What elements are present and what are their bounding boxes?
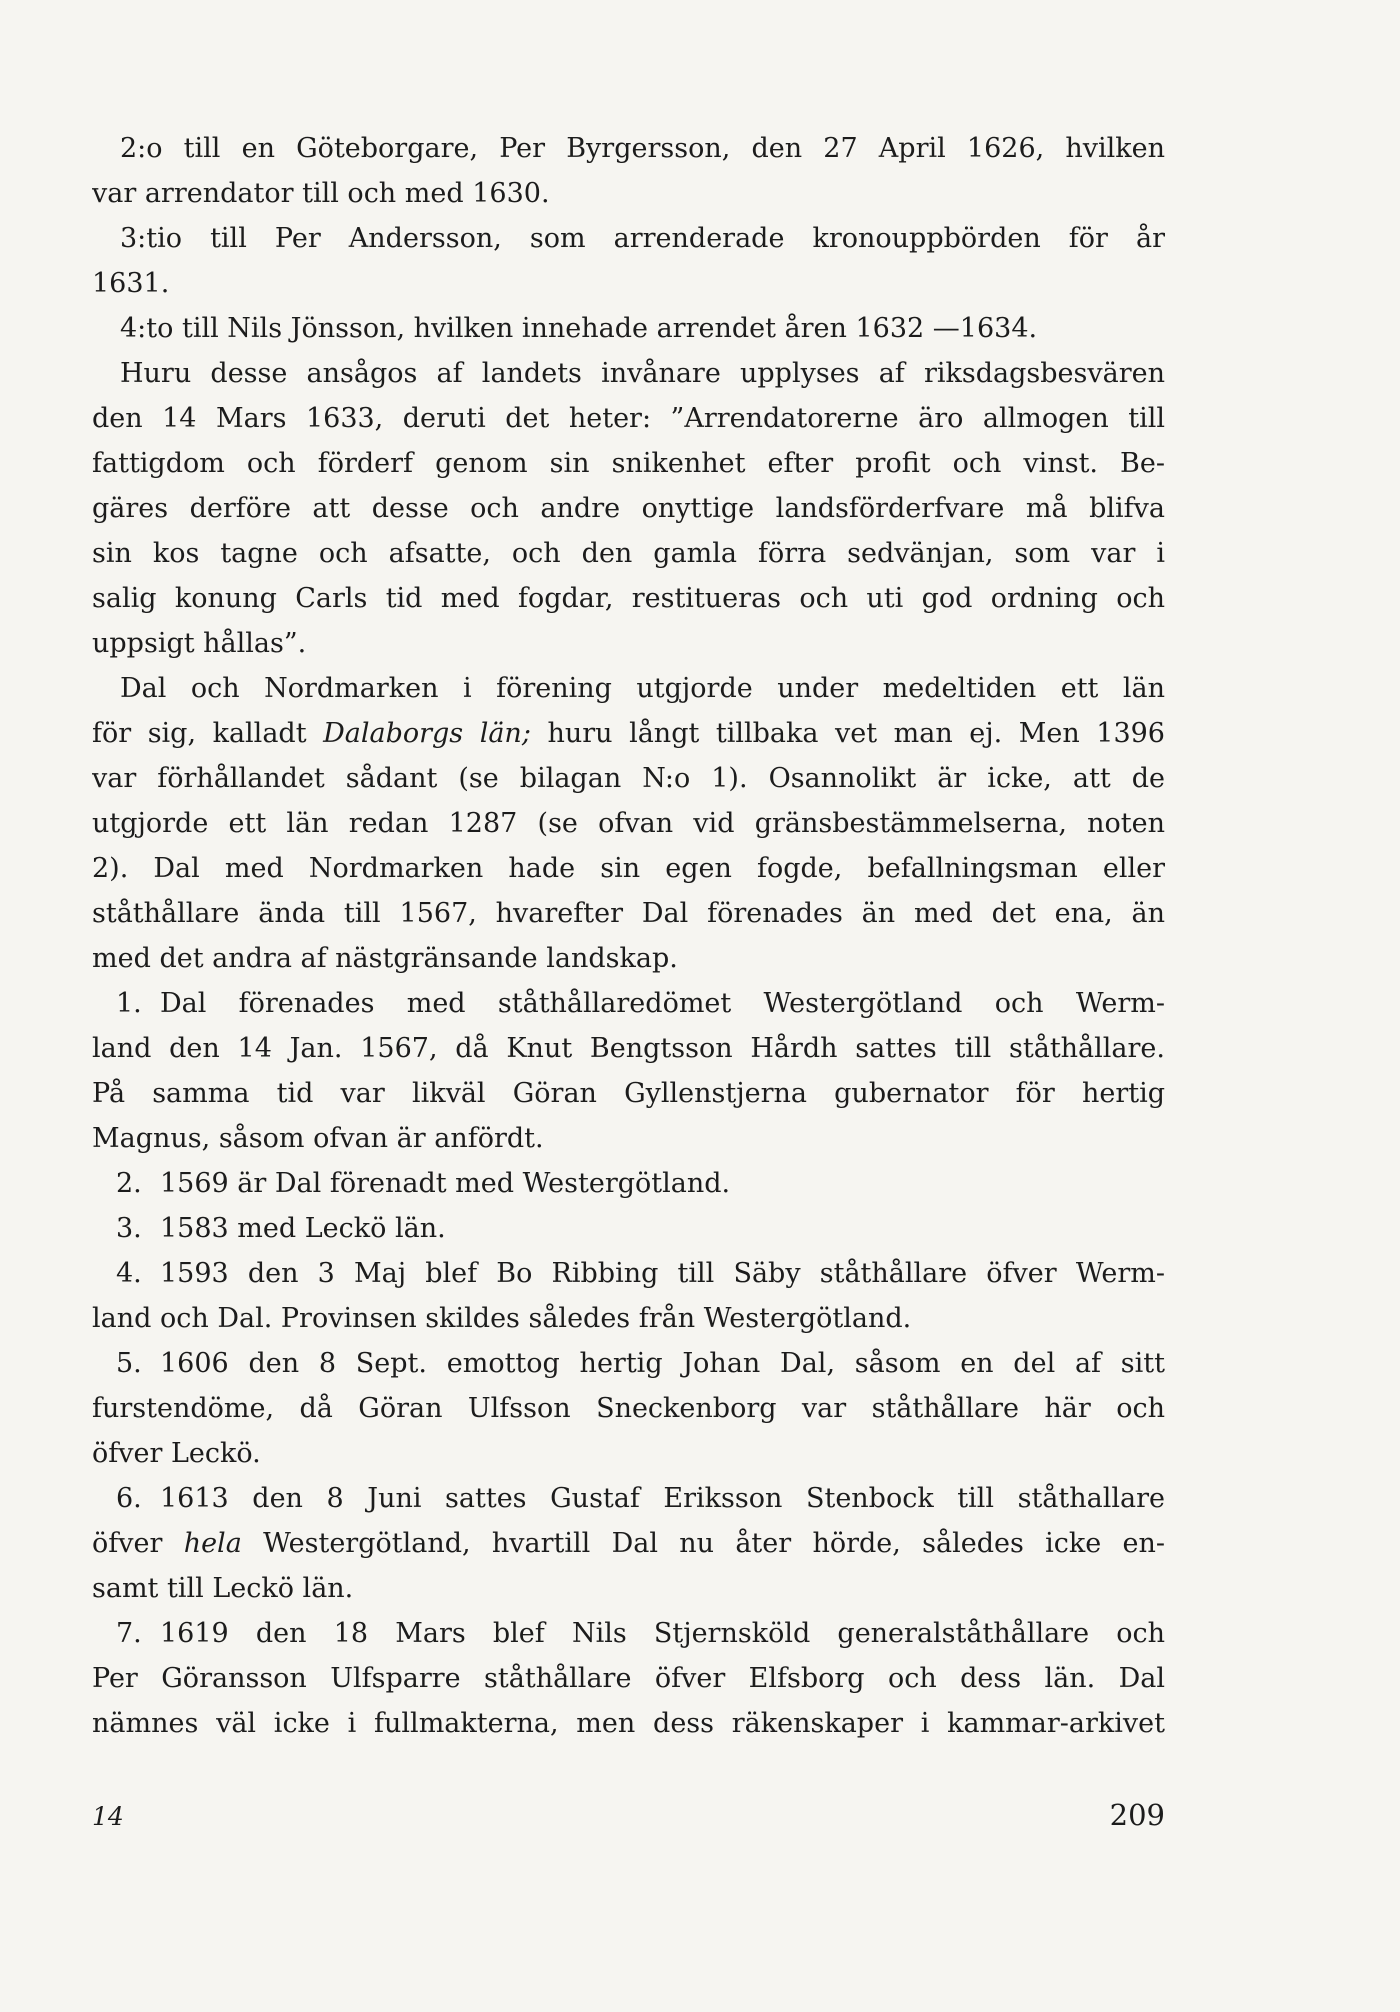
text-line: den 14 Mars 1633, deruti det heter: ”Arrendatorerne äro allmogen till [92,403,1165,434]
numbered-item-first-line [92,1476,1165,1521]
text-line: fattigdom och förderf genom sin snikenhet efter profit och vinst. Be- [92,448,1165,479]
text-line: furstendöme, då Göran Ulfsson Sneckenborg var ståthållare här och [92,1393,1165,1424]
item-number: 4. [116,1258,142,1289]
text-line: 2). Dal med Nordmarken hade sin egen fogde, befallningsman eller [92,853,1165,884]
text-line: Dal och Nordmarken i förening utgjorde under medeltiden ett län [120,673,1165,704]
numbered-item-first-line [92,1341,1165,1386]
text-line: 2:o till en Göteborgare, Per Byrgersson, den 27 April 1626, hvilken [120,133,1165,164]
text-line: utgjorde ett län redan 1287 (se ofvan vid gränsbestämmelserna, noten [92,808,1165,839]
text-line: 3:tio till Per Andersson, som arrenderade kronouppbörden för år [120,223,1165,254]
text-line: På samma tid var likväl Göran Gyllenstjerna gubernator för hertig [92,1078,1165,1109]
text-line-with-italic: öfver hela Westergötland, hvartill Dal nu åter hörde, således icke en- [92,1528,1165,1559]
text-line: 1631. [92,268,170,299]
item-number: 1. [116,988,142,1019]
item-number: 2. [116,1168,142,1199]
text-line: med det andra af nästgränsande landskap. [92,943,678,974]
text-line: salig konung Carls tid med fogdar, restitueras och uti god ordning och [92,583,1165,614]
item-number: 3. [116,1213,142,1244]
item-text: 1613 den 8 Juni sattes Gustaf Eriksson Stenbock till ståthallare [160,1483,1165,1514]
text-line: Magnus, såsom ofvan är anfördt. [92,1123,544,1154]
item-text: 1583 med Leckö län. [160,1213,446,1244]
item-number: 7. [116,1618,142,1649]
item-text: Dal förenades med ståthållaredömet Westergötland och Werm- [160,988,1165,1019]
text-line: Per Göransson Ulfsparre ståthållare öfver Elfsborg och dess län. Dal [92,1663,1165,1694]
item-number: 5. [116,1348,142,1379]
numbered-item-first-line [92,1611,1165,1656]
text-line: nämnes väl icke i fullmakterna, men dess räkenskaper i kammar-arkivet [92,1708,1165,1739]
text-line-with-italic: för sig, kalladt Dalaborgs län; huru långt tillbaka vet man ej. Men 1396 [92,718,1165,749]
text-line: samt till Leckö län. [92,1573,354,1604]
text-line: land och Dal. Provinsen skildes således från Westergötland. [92,1303,912,1334]
numbered-item-first-line [92,981,1165,1026]
numbered-item-first-line [92,1161,1165,1206]
numbered-item-first-line [92,1206,1165,1251]
text-line: 4:to till Nils Jönsson, hvilken innehade arrendet åren 1632 —1634. [120,313,1038,344]
signature-mark: 14 [92,1802,124,1831]
text-line: var förhållandet sådant (se bilagan N:o 1). Osannolikt är icke, att de [92,763,1165,794]
text-line: öfver Leckö. [92,1438,261,1469]
page-body [92,126,1165,1746]
text-line: Huru desse ansågos af landets invånare upplyses af riksdagsbesvären [120,358,1165,389]
italic-text: Dalaborgs län; [323,718,531,749]
text-line: gäres derföre att desse och andre onyttige landsförderfvare må blifva [92,493,1165,524]
text-line: uppsigt hållas”. [92,628,307,659]
item-text: 1593 den 3 Maj blef Bo Ribbing till Säby ståthållare öfver Werm- [160,1258,1165,1289]
item-text: 1619 den 18 Mars blef Nils Stjernsköld generalståthållare och [160,1618,1165,1649]
item-number: 6. [116,1483,142,1514]
item-text: 1569 är Dal förenadt med Westergötland. [160,1168,731,1199]
item-text: 1606 den 8 Sept. emottog hertig Johan Dal, såsom en del af sitt [160,1348,1165,1379]
text-line: land den 14 Jan. 1567, då Knut Bengtsson Hårdh sattes till ståthållare. [92,1033,1165,1064]
numbered-item-first-line [92,1251,1165,1296]
text-line: ståthållare ända till 1567, hvarefter Dal förenades än med det ena, än [92,898,1165,929]
page-number: 209 [1109,1798,1165,1832]
italic-text: hela [183,1528,242,1559]
text-line: sin kos tagne och afsatte, och den gamla förra sedvänjan, som var i [92,538,1165,569]
text-line: var arrendator till och med 1630. [92,178,550,209]
